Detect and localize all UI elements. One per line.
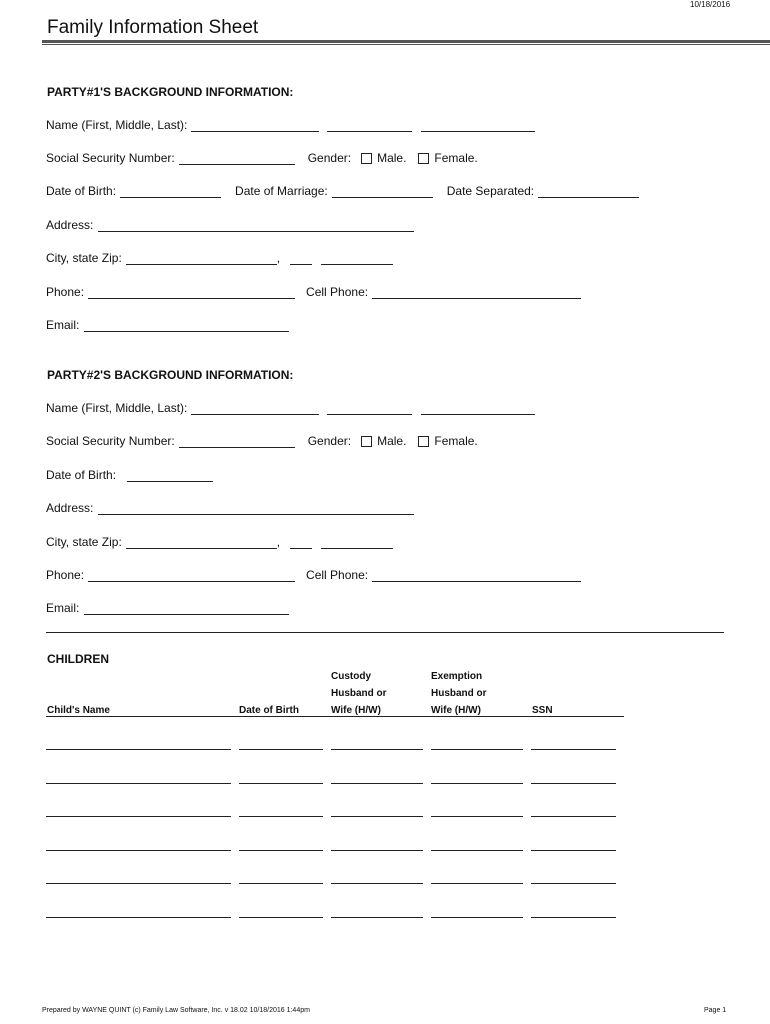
party1-cell-field[interactable] [372, 287, 581, 299]
party1-dom-label: Date of Marriage: [235, 184, 328, 198]
party1-city-field[interactable] [126, 253, 277, 265]
child-name-field[interactable] [46, 816, 231, 817]
party1-phone-field[interactable] [88, 287, 295, 299]
party2-zip-field[interactable] [321, 537, 393, 549]
party1-female-checkbox[interactable] [418, 153, 429, 164]
party2-phone-label: Phone: [46, 568, 85, 582]
party2-cell-field[interactable] [372, 570, 581, 582]
child-custody-field[interactable] [331, 783, 423, 784]
party2-city-label: City, state Zip: [46, 535, 122, 549]
child-custody-field[interactable] [331, 749, 423, 750]
party1-male-checkbox[interactable] [361, 153, 372, 164]
party2-city-row [46, 535, 393, 549]
col-exemption-line1: Exemption [431, 671, 483, 682]
child-custody-field[interactable] [331, 917, 423, 918]
title-rule-thin [42, 44, 770, 45]
party1-zip-field[interactable] [321, 253, 393, 265]
party1-address-field[interactable] [98, 220, 414, 232]
party2-last-name-field[interactable] [421, 403, 535, 415]
child-name-field[interactable] [46, 917, 231, 918]
section-divider [46, 632, 724, 633]
party2-middle-name-field[interactable] [327, 403, 412, 415]
party1-email-label: Email: [46, 318, 80, 332]
party1-city-comma: , [276, 251, 281, 265]
col-exemption-line3: Wife (H/W) [431, 705, 481, 716]
party1-city-row [46, 251, 393, 265]
child-dob-field[interactable] [239, 850, 323, 851]
party1-cell-label: Cell Phone: [306, 285, 369, 299]
party1-dom-field[interactable] [332, 186, 433, 198]
party2-ssn-label: Social Security Number: [46, 434, 175, 448]
print-date: 10/18/2016 [690, 0, 731, 9]
col-custody-line1: Custody [331, 671, 371, 682]
child-name-field[interactable] [46, 850, 231, 851]
party2-cell-label: Cell Phone: [306, 568, 369, 582]
party1-state-field[interactable] [290, 253, 312, 265]
party2-phone-row [46, 568, 581, 582]
party1-address-label: Address: [46, 218, 94, 232]
party1-ssn-row [46, 151, 478, 165]
party2-name-row [46, 401, 535, 415]
child-ssn-field[interactable] [531, 749, 616, 750]
col-date-of-birth: Date of Birth [239, 705, 299, 716]
party2-female-label: Female. [434, 434, 478, 448]
party2-name-label: Name (First, Middle, Last): [46, 401, 188, 415]
party2-address-row [46, 501, 414, 515]
child-exemption-field[interactable] [431, 917, 523, 918]
party1-name-label: Name (First, Middle, Last): [46, 118, 188, 132]
child-exemption-field[interactable] [431, 883, 523, 884]
party1-dos-field[interactable] [538, 186, 639, 198]
party1-email-field[interactable] [84, 320, 289, 332]
party1-male-label: Male. [377, 151, 407, 165]
col-custody-line3: Wife (H/W) [331, 705, 381, 716]
party1-middle-name-field[interactable] [327, 120, 412, 132]
child-ssn-field[interactable] [531, 917, 616, 918]
child-custody-field[interactable] [331, 816, 423, 817]
party2-address-label: Address: [46, 501, 94, 515]
party2-city-comma: , [276, 535, 281, 549]
child-exemption-field[interactable] [431, 816, 523, 817]
child-ssn-field[interactable] [531, 850, 616, 851]
party2-male-label: Male. [377, 434, 407, 448]
page-title: Family Information Sheet [47, 17, 259, 38]
party1-phone-label: Phone: [46, 285, 85, 299]
child-exemption-field[interactable] [431, 783, 523, 784]
party1-address-row [46, 218, 414, 232]
party1-gender-label: Gender: [307, 151, 352, 165]
party2-dob-label: Date of Birth: [46, 468, 117, 482]
child-ssn-field[interactable] [531, 783, 616, 784]
party2-email-field[interactable] [84, 603, 289, 615]
child-name-field[interactable] [46, 749, 231, 750]
party1-phone-row [46, 285, 581, 299]
title-rule [42, 40, 770, 43]
party2-phone-field[interactable] [88, 570, 295, 582]
party2-female-checkbox[interactable] [418, 436, 429, 447]
party2-ssn-row [46, 434, 478, 448]
child-custody-field[interactable] [331, 883, 423, 884]
party1-female-label: Female. [434, 151, 478, 165]
party2-male-checkbox[interactable] [361, 436, 372, 447]
child-dob-field[interactable] [239, 816, 323, 817]
child-exemption-field[interactable] [431, 850, 523, 851]
party2-dob-row [46, 468, 213, 482]
party1-ssn-field[interactable] [179, 153, 295, 165]
party2-dob-field[interactable] [127, 470, 213, 482]
child-name-field[interactable] [46, 783, 231, 784]
party1-city-label: City, state Zip: [46, 251, 122, 265]
children-heading: CHILDREN [47, 652, 109, 666]
col-ssn: SSN [532, 705, 553, 716]
child-dob-field[interactable] [239, 883, 323, 884]
child-name-field[interactable] [46, 883, 231, 884]
child-ssn-field[interactable] [531, 816, 616, 817]
party1-dates-row [46, 184, 639, 198]
footer-prepared-by: Prepared by WAYNE QUINT (c) Family Law Software, Inc. v 18.02 10/18/2016 1:44pm [42, 1007, 310, 1014]
party1-first-name-field[interactable] [191, 120, 319, 132]
party1-heading: PARTY#1'S BACKGROUND INFORMATION: [47, 85, 294, 99]
party2-gender-label: Gender: [307, 434, 352, 448]
child-custody-field[interactable] [331, 850, 423, 851]
children-header-rule [46, 716, 624, 717]
party2-city-field[interactable] [126, 537, 277, 549]
party2-heading: PARTY#2'S BACKGROUND INFORMATION: [47, 368, 294, 382]
party2-address-field[interactable] [98, 503, 414, 515]
col-exemption [431, 668, 487, 719]
child-exemption-field[interactable] [431, 749, 523, 750]
child-dob-field[interactable] [239, 783, 323, 784]
child-dob-field[interactable] [239, 749, 323, 750]
col-custody-line2: Husband or [331, 688, 387, 699]
party1-email-row [46, 318, 289, 332]
party1-ssn-label: Social Security Number: [46, 151, 175, 165]
party2-first-name-field[interactable] [191, 403, 319, 415]
footer-page-number: Page 1 [704, 1007, 727, 1014]
party2-email-label: Email: [46, 601, 80, 615]
party1-dos-label: Date Separated: [446, 184, 535, 198]
party1-dob-label: Date of Birth: [46, 184, 117, 198]
party2-state-field[interactable] [290, 537, 312, 549]
party1-name-row [46, 118, 535, 132]
party1-last-name-field[interactable] [421, 120, 535, 132]
party2-email-row [46, 601, 289, 615]
child-ssn-field[interactable] [531, 883, 616, 884]
party2-ssn-field[interactable] [179, 436, 295, 448]
col-childs-name: Child's Name [47, 705, 110, 716]
col-exemption-line2: Husband or [431, 688, 487, 699]
party1-dob-field[interactable] [120, 186, 221, 198]
col-custody [331, 668, 387, 719]
child-dob-field[interactable] [239, 917, 323, 918]
